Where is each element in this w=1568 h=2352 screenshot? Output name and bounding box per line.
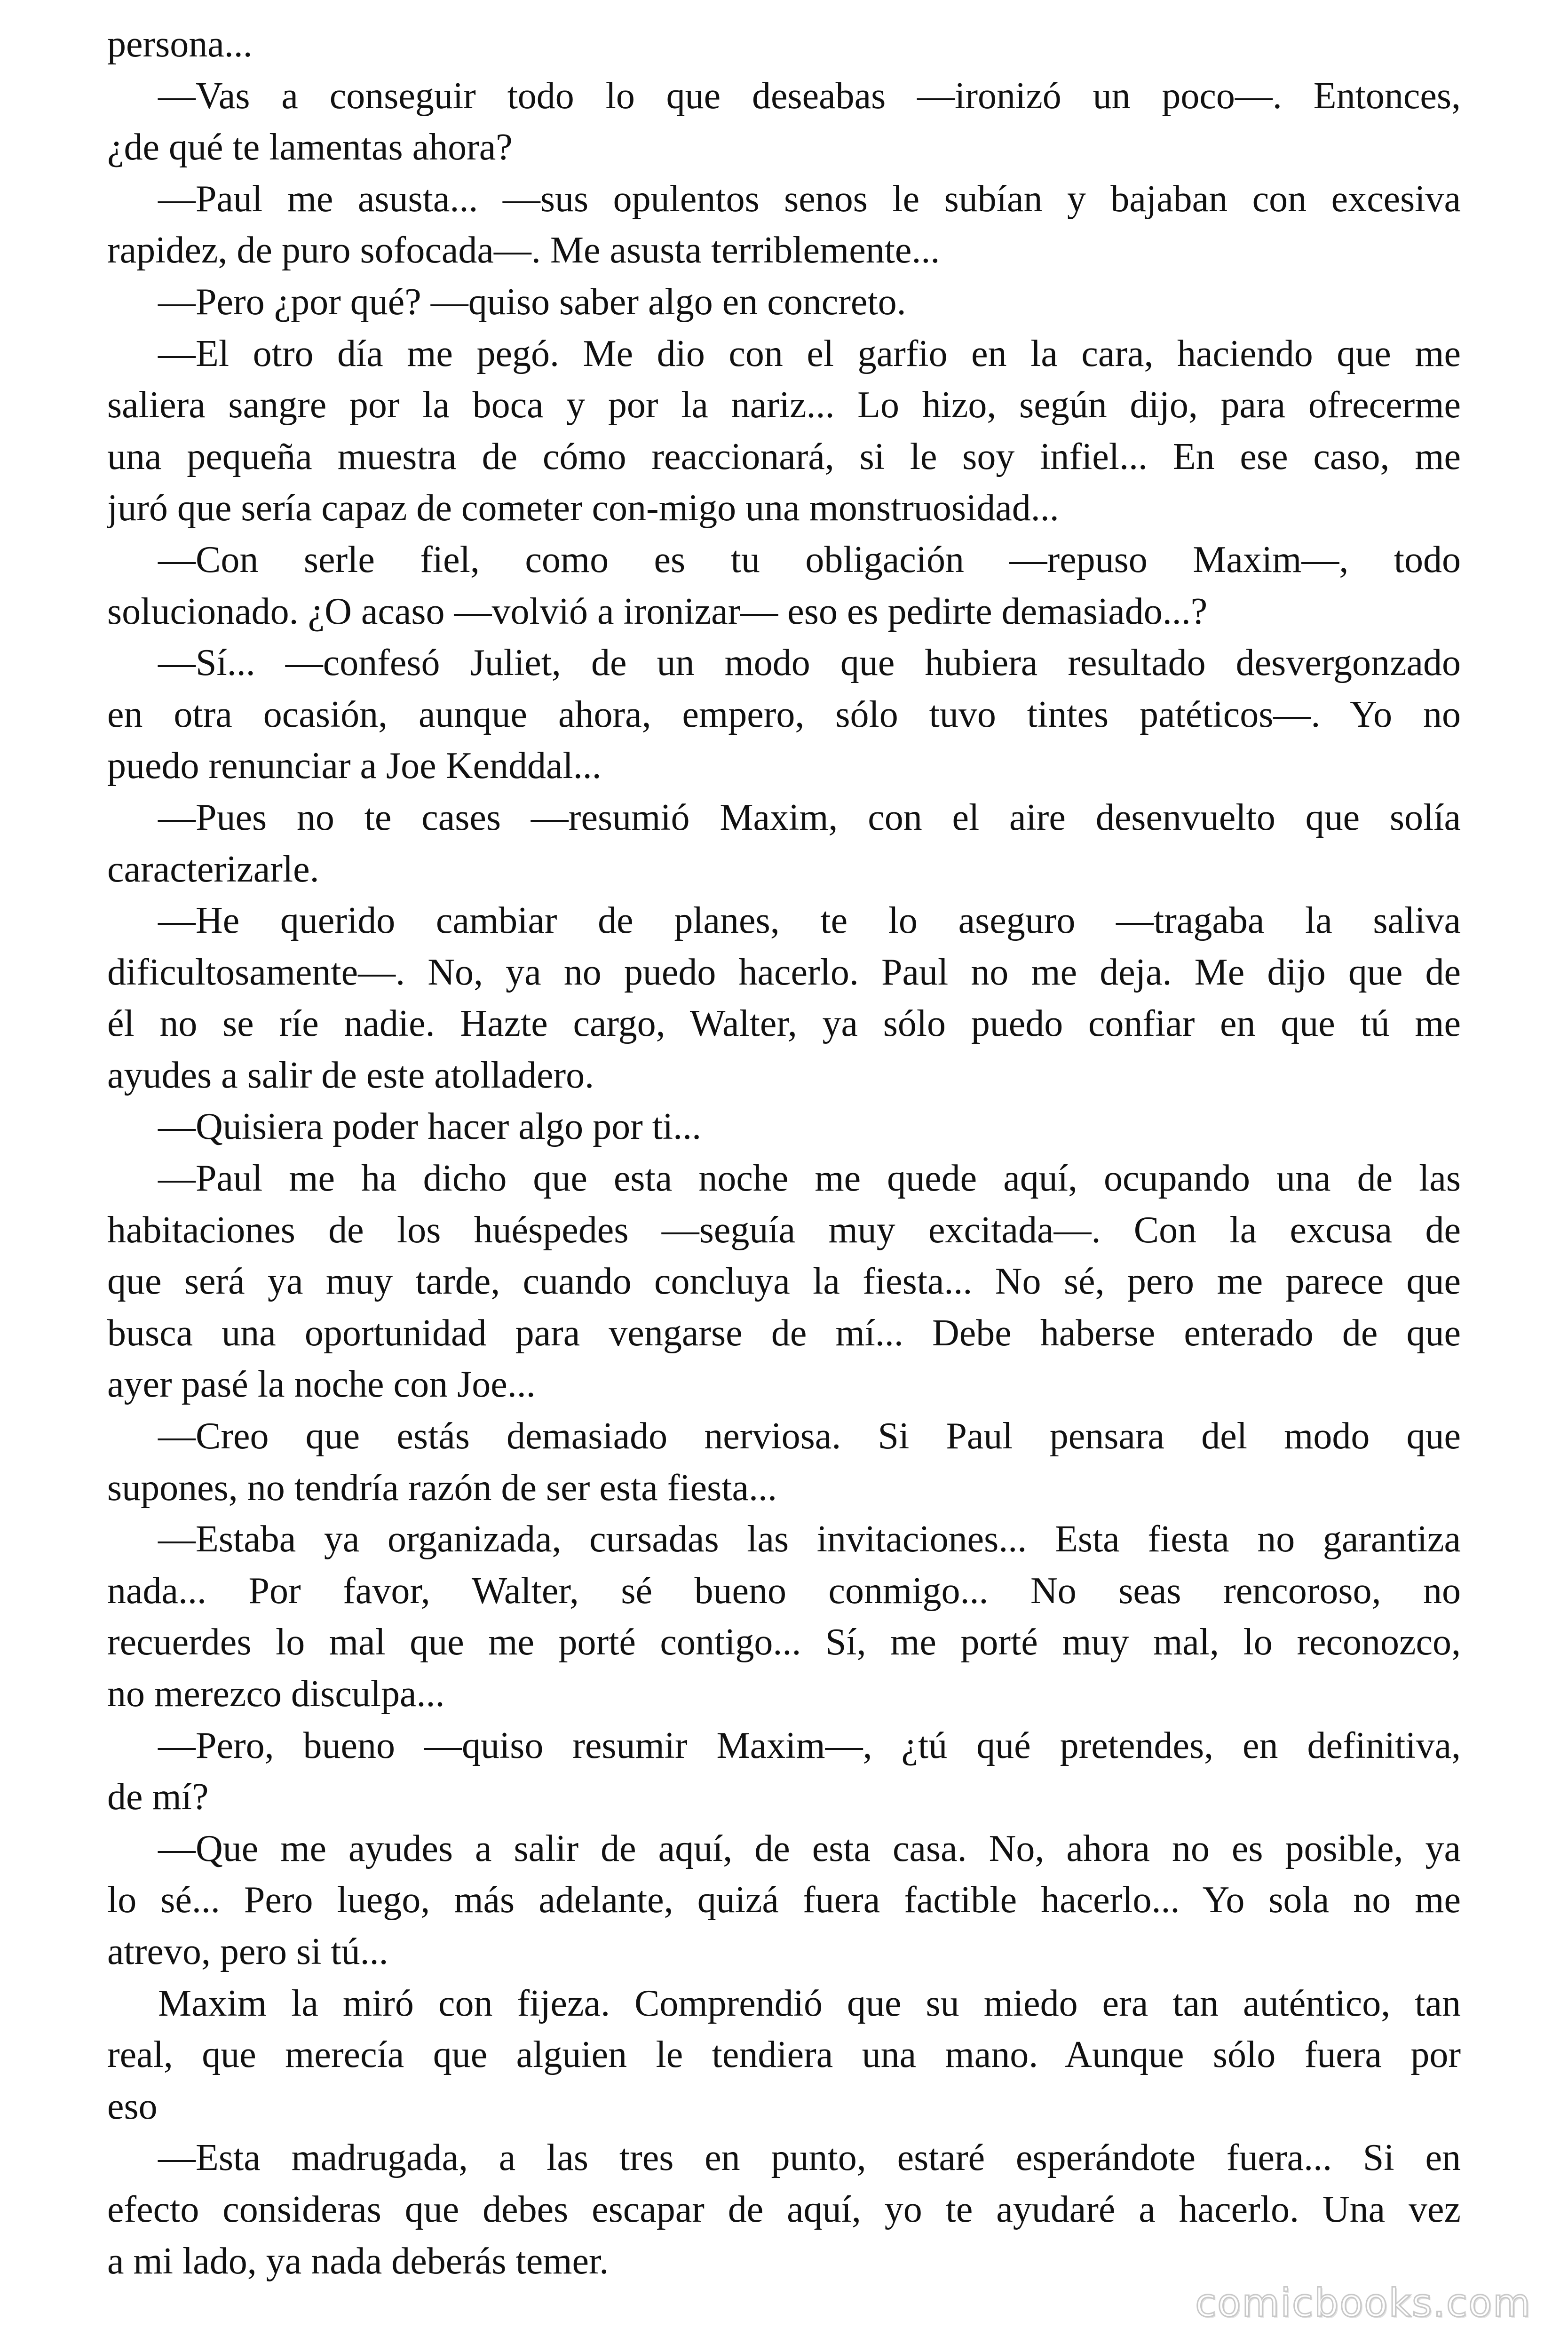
- text-line: Maxim la miró con fijeza. Comprendió que su miedo era tan auténtico, tan: [158, 1982, 1461, 2024]
- text-line: —Paul me ha dicho que esta noche me quede aquí, ocupando una de las: [158, 1158, 1461, 1200]
- document-page: [107, 19, 1461, 2287]
- text-line: —Pero ¿por qué? —quiso saber algo en concreto.: [158, 281, 906, 323]
- text-line: ¿de qué te lamentas ahora?: [107, 127, 513, 168]
- text-line: puedo renunciar a Joe Kenddal...: [107, 745, 602, 787]
- text-line: en otra ocasión, aunque ahora, empero, sólo tuvo tintes patéticos—. Yo no: [107, 693, 1461, 735]
- text-line: —El otro día me pegó. Me dio con el garfio en la cara, haciendo que me: [158, 333, 1461, 374]
- text-line: que será ya muy tarde, cuando concluya la fiesta... No sé, pero me parece que: [107, 1261, 1461, 1303]
- text-line: efecto consideras que debes escapar de aquí, yo te ayudaré a hacerlo. Una vez: [107, 2188, 1461, 2230]
- text-line: —Que me ayudes a salir de aquí, de esta casa. No, ahora no es posible, ya: [158, 1828, 1461, 1869]
- text-line: lo sé... Pero luego, más adelante, quizá fuera factible hacerlo... Yo sola no me: [107, 1879, 1461, 1921]
- text-line: —Vas a conseguir todo lo que deseabas —ironizó un poco—. Entonces,: [158, 75, 1461, 117]
- text-line: supones, no tendría razón de ser esta fiesta...: [107, 1467, 777, 1509]
- text-line: —Paul me asusta... —sus opulentos senos le subían y bajaban con excesiva: [158, 178, 1461, 220]
- text-line: rapidez, de puro sofocada—. Me asusta terriblemente...: [107, 230, 940, 271]
- text-line: nada... Por favor, Walter, sé bueno conmigo... No seas rencoroso, no: [107, 1570, 1461, 1612]
- text-line: recuerdes lo mal que me porté contigo... Sí, me porté muy mal, lo reconozco,: [107, 1621, 1461, 1663]
- text-line: atrevo, pero si tú...: [107, 1931, 388, 1972]
- text-line: —Pues no te cases —resumió Maxim, con el aire desenvuelto que solía: [158, 796, 1461, 838]
- body-text: [107, 19, 1461, 2287]
- text-line: saliera sangre por la boca y por la nariz... Lo hizo, según dijo, para ofrecerme: [107, 384, 1461, 426]
- text-line: —Con serle fiel, como es tu obligación —repuso Maxim—, todo: [158, 539, 1461, 580]
- text-line: solucionado. ¿O acaso —volvió a ironizar— eso es pedirte demasiado...?: [107, 590, 1208, 632]
- text-line: —Estaba ya organizada, cursadas las invitaciones... Esta fiesta no garantiza: [158, 1518, 1461, 1560]
- text-line: él no se ríe nadie. Hazte cargo, Walter, ya sólo puedo confiar en que tú me: [107, 1003, 1461, 1045]
- text-line: busca una oportunidad para vengarse de mí... Debe haberse enterado de que: [107, 1312, 1461, 1354]
- text-line: a mi lado, ya nada deberás temer.: [107, 2240, 609, 2282]
- text-line: —Pero, bueno —quiso resumir Maxim—, ¿tú qué pretendes, en definitiva,: [158, 1724, 1461, 1766]
- text-line: caracterizarle.: [107, 848, 319, 890]
- watermark: comicbooks.com: [1195, 2281, 1531, 2326]
- text-line: ayer pasé la noche con Joe...: [107, 1364, 536, 1406]
- text-line: —Creo que estás demasiado nerviosa. Si Paul pensara del modo que: [158, 1415, 1461, 1457]
- text-line: no merezco disculpa...: [107, 1673, 445, 1715]
- text-line: —Quisiera poder hacer algo por ti...: [158, 1106, 702, 1148]
- text-line: juró que sería capaz de cometer con-migo una monstruosidad...: [107, 487, 1059, 529]
- text-line: eso: [107, 2085, 158, 2127]
- text-line: —Esta madrugada, a las tres en punto, estaré esperándote fuera... Si en: [158, 2137, 1461, 2179]
- text-line: ayudes a salir de este atolladero.: [107, 1054, 594, 1096]
- text-line: real, que merecía que alguien le tendiera una mano. Aunque sólo fuera por: [107, 2034, 1461, 2076]
- text-line: de mí?: [107, 1776, 209, 1818]
- text-line: —Sí... —confesó Juliet, de un modo que hubiera resultado desvergonzado: [158, 642, 1461, 684]
- text-line: una pequeña muestra de cómo reaccionará, si le soy infiel... En ese caso, me: [107, 436, 1461, 477]
- text-line: —He querido cambiar de planes, te lo aseguro —tragaba la saliva: [158, 900, 1461, 942]
- text-line: habitaciones de los huéspedes —seguía muy excitada—. Con la excusa de: [107, 1209, 1461, 1251]
- text-line: dificultosamente—. No, ya no puedo hacerlo. Paul no me deja. Me dijo que de: [107, 951, 1461, 993]
- text-line: persona...: [107, 24, 253, 65]
